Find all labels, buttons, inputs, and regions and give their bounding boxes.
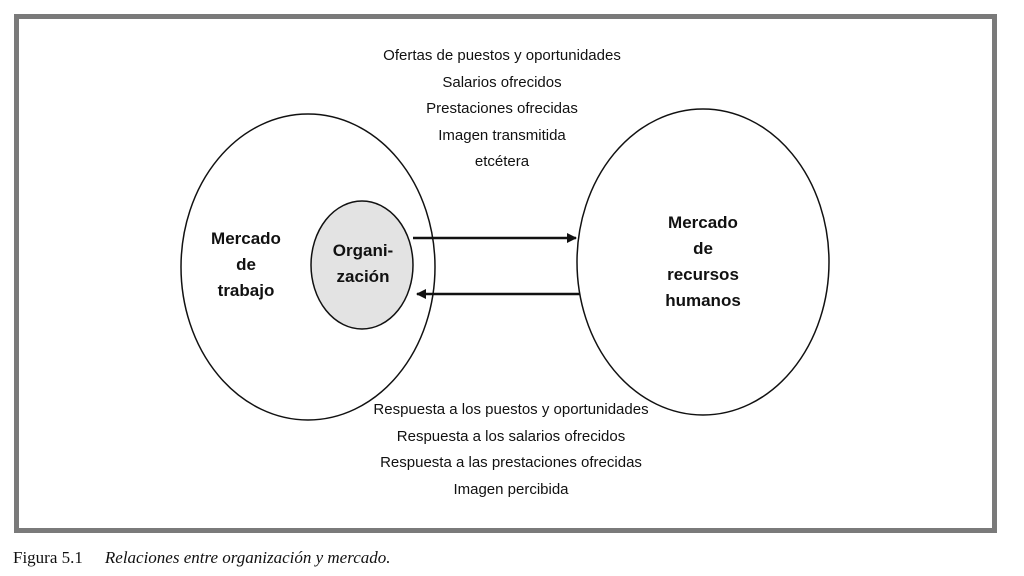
figure-caption-text: Relaciones entre organización y mercado. xyxy=(104,548,391,567)
organization-label-1: Organi- xyxy=(332,241,394,260)
offer-line-4: Imagen transmitida xyxy=(438,127,566,144)
offer-line-2: Salarios ofrecidos xyxy=(442,74,562,91)
hr-market-label-2: de xyxy=(693,239,713,258)
labor-market-label-2: de xyxy=(236,255,256,274)
labor-market-label-1: Mercado xyxy=(211,229,281,248)
offer-line-3: Prestaciones ofrecidas xyxy=(426,100,578,117)
figure-number: Figura 5.1 xyxy=(13,548,83,567)
organization-circle xyxy=(311,201,413,329)
organization-label-2: zación xyxy=(336,267,390,286)
response-line-3: Respuesta a las prestaciones ofrecidas xyxy=(380,454,642,471)
offer-line-5: etcétera xyxy=(474,153,530,170)
hr-market-circle xyxy=(577,109,829,415)
offer-line-1: Ofertas de puestos y oportunidades xyxy=(383,47,621,64)
response-line-2: Respuesta a los salarios ofrecidos xyxy=(396,428,626,445)
response-line-4: Imagen percibida xyxy=(453,481,569,498)
response-line-1: Respuesta a los puestos y oportunidades xyxy=(373,401,649,418)
hr-market-label-3: recursos xyxy=(667,265,739,284)
hr-market-label-1: Mercado xyxy=(668,213,738,232)
hr-market-label-4: humanos xyxy=(665,291,741,310)
figure-caption xyxy=(13,548,391,568)
labor-market-label-3: trabajo xyxy=(217,281,275,300)
